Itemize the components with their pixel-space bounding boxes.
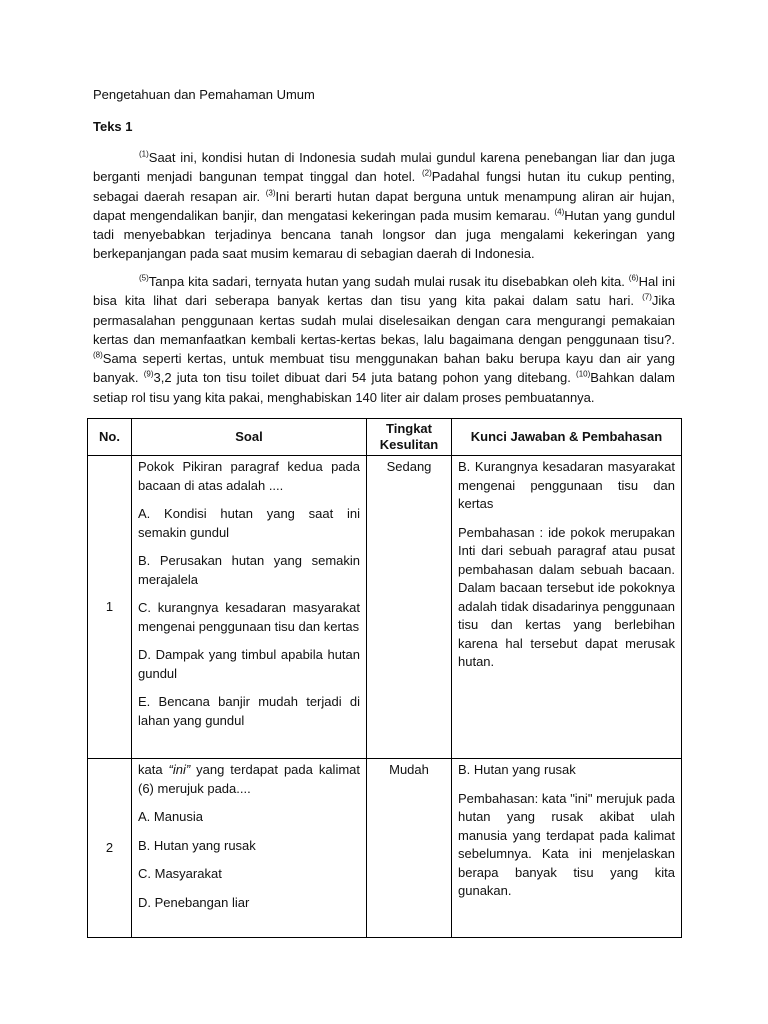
- question-cell: [132, 759, 367, 938]
- answer-option: C. kurangnya kesadaran masyarakat mengenai penggunaan tisu dan kertas: [138, 600, 360, 634]
- explanation: Pembahasan: kata "ini" merujuk pada hutan yang rusak akibat ulah manusia yang terdapat pada kalimat sebelumnya. Kata ini menjelaskan berapa banyak tisu yang kita gunakan.: [458, 790, 675, 898]
- answer-option: D. Penebangan liar: [138, 894, 250, 910]
- sentence-number: (2): [421, 168, 432, 178]
- paragraph-1: [93, 148, 675, 264]
- sentence-number: (9): [143, 370, 154, 380]
- difficulty-level: Mudah: [367, 759, 452, 938]
- document-heading: Pengetahuan dan Pemahaman Umum: [93, 87, 315, 102]
- answer-option: B. Perusakan hutan yang semakin merajalela: [138, 553, 360, 587]
- sentence: Ini berarti hutan dapat berguna untuk menampung aliran air hujan, dapat mengendalikan banjir, dan mengatasi kekeringan pada musim kemarau.: [93, 188, 675, 223]
- sentence: Sama seperti kertas, untuk membuat tisu menggunakan bahan baku berupa kayu dan air yang banyak.: [93, 351, 675, 386]
- sentence: Hal ini bisa kita lihat dari seberapa banyak kertas dan tisu yang kita pakai dalam satu hari.: [93, 274, 675, 309]
- sentence: Padahal fungsi hutan itu cukup penting, sebagai daerah resapan air.: [93, 169, 676, 204]
- sentence-number: (8): [93, 350, 103, 360]
- answer-option: D. Dampak yang timbul apabila hutan gundul: [138, 647, 360, 681]
- difficulty-level: Sedang: [367, 456, 452, 759]
- answer-option: E. Bencana banjir mudah terjadi di lahan yang gundul: [138, 694, 360, 728]
- table-header-row: [88, 419, 682, 456]
- sentence: 3,2 juta ton tisu toilet dibuat dari 54 juta batang pohon yang ditebang.: [153, 370, 577, 386]
- correct-answer: B. Hutan yang rusak: [458, 762, 576, 777]
- sentence-number: (4): [554, 207, 565, 217]
- header-no: No.: [88, 419, 132, 456]
- sentence-number: (6): [628, 273, 639, 283]
- sentence-number: (3): [265, 188, 276, 198]
- sentence-number: (10): [576, 370, 591, 380]
- question-cell: [132, 456, 367, 759]
- answer-option: B. Hutan yang rusak: [138, 837, 256, 853]
- question-text: [138, 761, 360, 798]
- header-soal: Soal: [132, 419, 367, 456]
- row-number: 2: [88, 759, 132, 938]
- answer-option: C. Masyarakat: [138, 866, 222, 881]
- sentence: Tanpa kita sadari, ternyata hutan yang sudah mulai rusak itu disebabkan oleh kita.: [148, 274, 629, 289]
- text-label: Teks 1: [93, 119, 133, 134]
- sentence-number: (5): [139, 273, 149, 283]
- table-row: [88, 456, 682, 759]
- header-key: Kunci Jawaban & Pembahasan: [452, 419, 682, 456]
- sentence: Bahkan dalam setiap rol tisu yang kita pakai, menghabiskan 140 liter air dalam proses pembuatannya.: [93, 370, 675, 405]
- answer-key-cell: [452, 759, 682, 938]
- row-number: 1: [88, 456, 132, 759]
- question-quote: “ini”: [168, 762, 191, 777]
- correct-answer: B. Kurangnya kesadaran masyarakat mengenai penggunaan tisu dan kertas: [458, 459, 675, 511]
- explanation: Pembahasan : ide pokok merupakan Inti dari sebuah paragraf atau pusat pembahasan dalam sebuah bacaan. Dalam bacaan tersebut ide pokoknya adalah tidak disadarinya penggunaan tisu dan kertas yang berlebihan karena hal tersebut dapat merusak hutan.: [458, 524, 675, 669]
- sentence: Hutan yang gundul tadi menyebabkan terjadinya bencana tanah longsor dan juga mengalami kekeringan yang berkepanjangan pada saat musim kemarau di sebagian daerah di Indonesia.: [93, 207, 675, 262]
- sentence: Jika permasalahan penggunaan kertas sudah mulai diselesaikan dengan cara mengurangi pemakaian kertas dan memanfaatkan kembali kertas-kertas bekas, lalu bagaimana dengan penggunaan tisu?.: [93, 293, 675, 347]
- header-level: Tingkat Kesulitan: [367, 419, 452, 456]
- paragraph-2: [93, 272, 675, 407]
- question-text: Pokok Pikiran paragraf kedua pada bacaan di atas adalah ....: [138, 459, 360, 493]
- answer-key-cell: [452, 456, 682, 759]
- question-suffix: yang terdapat pada kalimat (6) merujuk pada....: [138, 762, 361, 796]
- answer-option: A. Manusia: [138, 809, 204, 824]
- question-table: [87, 418, 682, 938]
- sentence-number: (1): [139, 149, 149, 159]
- sentence-number: (7): [642, 292, 652, 302]
- sentence: Saat ini, kondisi hutan di Indonesia sudah mulai gundul karena penebangan liar dan juga berganti menjadi bangunan tempat tinggal dan hotel.: [93, 150, 675, 185]
- answer-option: A. Kondisi hutan yang saat ini semakin gundul: [138, 506, 360, 540]
- question-prefix: kata: [138, 762, 169, 777]
- table-row: [88, 759, 682, 938]
